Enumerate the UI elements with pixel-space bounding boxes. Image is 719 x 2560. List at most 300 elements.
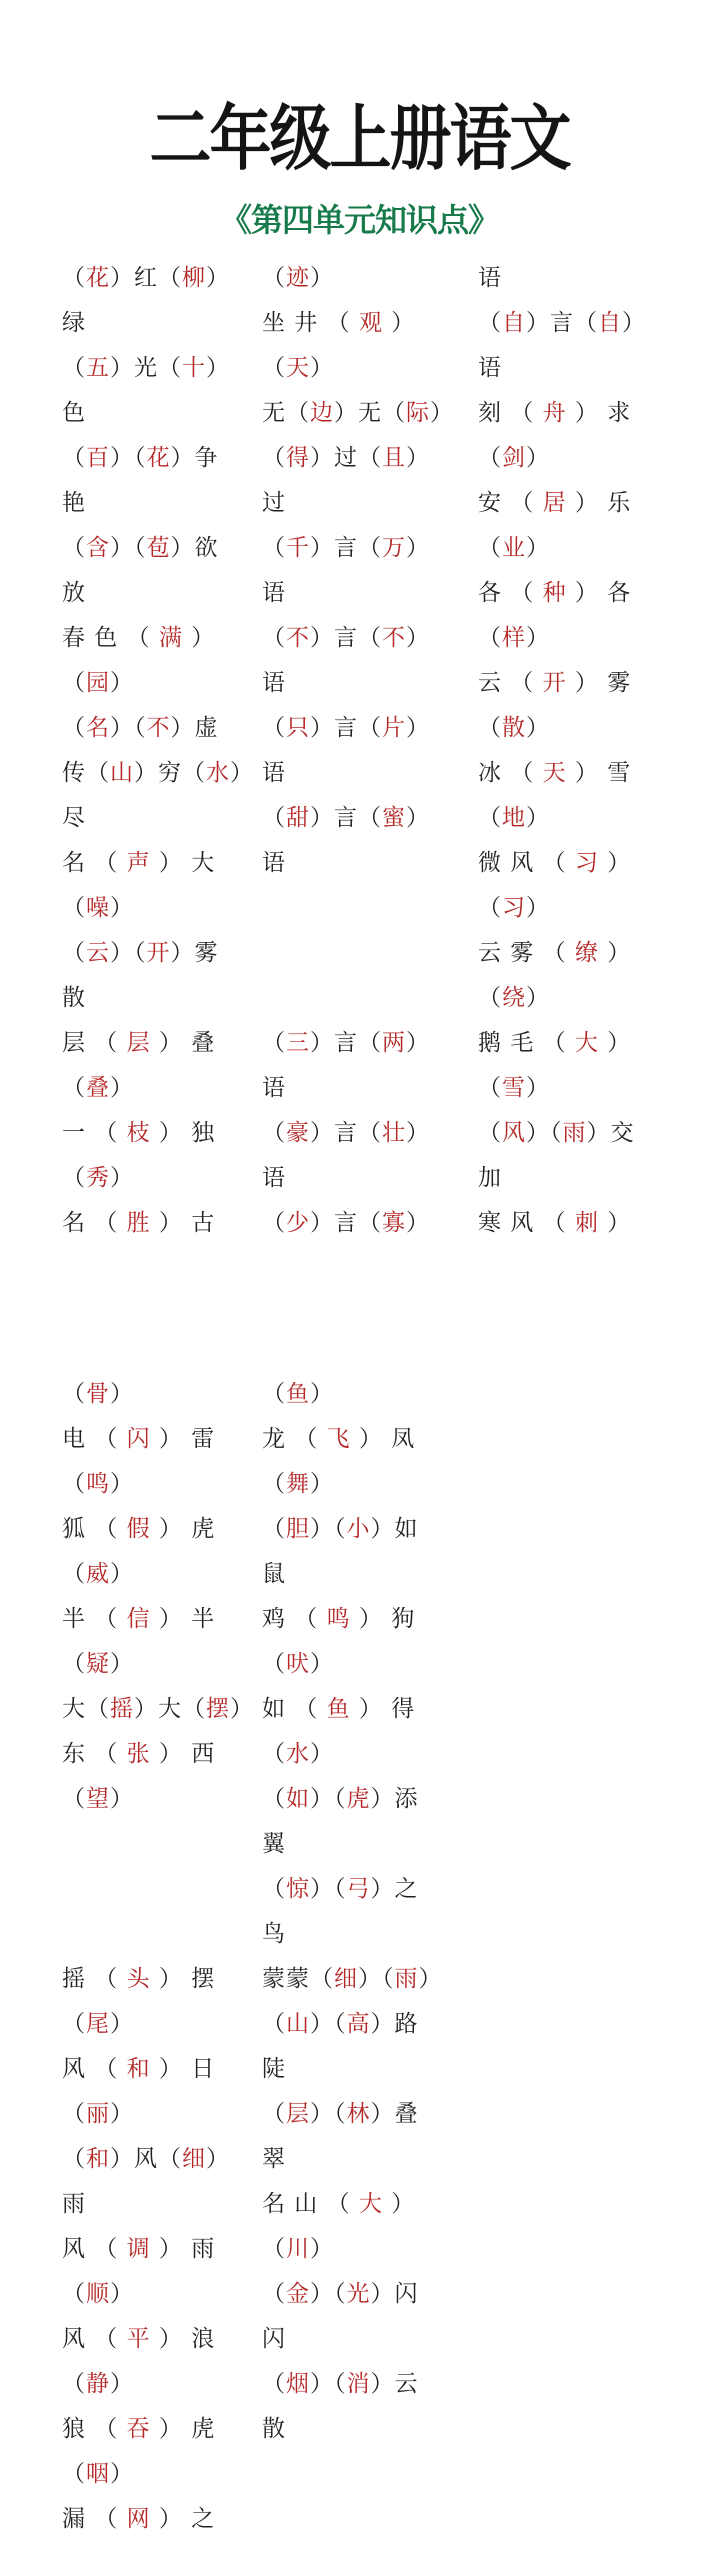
prompt-text: （ xyxy=(478,715,502,741)
prompt-text: ） 雪 xyxy=(566,760,632,786)
prompt-text: ） xyxy=(430,400,454,426)
answer-char: 林 xyxy=(346,2101,371,2127)
answer-char: 骨 xyxy=(86,1381,110,1407)
idiom-line xyxy=(478,391,631,435)
idiom-line xyxy=(262,2182,415,2226)
idiom-line xyxy=(262,796,430,840)
prompt-text: ） 凤 xyxy=(350,1426,416,1452)
answer-char: 万 xyxy=(382,535,406,561)
answer-char: 两 xyxy=(382,1030,406,1056)
prompt-text: ）（ xyxy=(110,715,147,741)
idiom-line xyxy=(62,346,230,390)
prompt-text: ）风（ xyxy=(110,2146,182,2172)
prompt-text: 语 xyxy=(262,670,286,696)
idiom-line xyxy=(62,841,215,885)
idiom-line xyxy=(478,841,631,885)
prompt-text: （ xyxy=(262,715,286,741)
idiom-line xyxy=(62,2272,134,2316)
prompt-text: 层 （ xyxy=(62,1030,127,1056)
prompt-text: （ xyxy=(262,1786,286,1812)
idiom-line xyxy=(62,1732,215,1776)
answer-char: 静 xyxy=(86,2371,110,2397)
prompt-text: ） xyxy=(230,1696,254,1722)
prompt-text: 语 xyxy=(262,1075,286,1101)
prompt-text: （ xyxy=(62,1651,86,1677)
answer-char: 含 xyxy=(86,535,110,561)
prompt-text: ） 叠 xyxy=(150,1030,216,1056)
idiom-line xyxy=(262,2137,286,2181)
prompt-text: ） xyxy=(206,355,230,381)
prompt-text: ） 日 xyxy=(150,2056,216,2082)
prompt-text: ） xyxy=(110,1471,134,1497)
idiom-line xyxy=(62,976,86,1020)
prompt-text: 散 xyxy=(262,2416,286,2442)
prompt-text: 雨 xyxy=(62,2191,86,2217)
answer-char: 三 xyxy=(286,1030,310,1056)
idiom-line xyxy=(62,2497,215,2541)
idiom-line xyxy=(478,616,550,660)
prompt-text: 过 xyxy=(262,490,286,516)
prompt-text: 色 xyxy=(62,400,86,426)
answer-char: 边 xyxy=(310,400,334,426)
prompt-text: ）言（ xyxy=(526,310,598,336)
prompt-text: ）（ xyxy=(310,1516,347,1542)
prompt-text: 漏 （ xyxy=(62,2506,127,2532)
answer-char: 十 xyxy=(182,355,206,381)
answer-char: 弓 xyxy=(346,1876,371,1902)
prompt-text: ） 乐 xyxy=(566,490,632,516)
answer-char: 得 xyxy=(286,445,310,471)
answer-char: 绕 xyxy=(502,985,526,1011)
prompt-text: （ xyxy=(262,1651,286,1677)
idiom-line xyxy=(262,1462,334,1506)
prompt-text: 电 （ xyxy=(62,1426,127,1452)
prompt-text: ） xyxy=(310,2236,334,2262)
prompt-text: （ xyxy=(62,895,86,921)
prompt-text: ） xyxy=(110,1075,134,1101)
prompt-text: ）过（ xyxy=(310,445,382,471)
prompt-text: ）无（ xyxy=(334,400,406,426)
prompt-text: ） 独 xyxy=(150,1120,216,1146)
prompt-text: ） xyxy=(526,445,550,471)
prompt-text: ）（ xyxy=(310,2281,347,2307)
prompt-text: ）红（ xyxy=(110,265,182,291)
prompt-text: ）（ xyxy=(310,1786,347,1812)
prompt-text: （ xyxy=(62,670,86,696)
idiom-line xyxy=(262,301,415,345)
answer-char: 刺 xyxy=(574,1210,599,1236)
answer-char: 观 xyxy=(358,310,383,336)
prompt-text: ）大（ xyxy=(134,1696,206,1722)
prompt-text: ） xyxy=(310,355,334,381)
prompt-text: ） 狗 xyxy=(350,1606,416,1632)
prompt-text: ） xyxy=(310,1741,334,1767)
prompt-text: （ xyxy=(478,985,502,1011)
prompt-text: （ xyxy=(478,805,502,831)
prompt-text: （ xyxy=(262,2371,286,2397)
idiom-line xyxy=(262,481,286,525)
answer-char: 迹 xyxy=(286,265,310,291)
prompt-text: ） xyxy=(110,2101,134,2127)
idiom-line xyxy=(478,571,631,615)
idiom-line xyxy=(262,1597,415,1641)
answer-char: 枝 xyxy=(126,1120,151,1146)
idiom-line xyxy=(62,661,134,705)
idiom-line xyxy=(62,2047,215,2091)
unit-subtitle: 《第四单元知识点》 xyxy=(219,201,499,239)
idiom-line xyxy=(262,706,430,750)
idiom-line xyxy=(62,1957,215,2001)
answer-char: 花 xyxy=(86,265,110,291)
idiom-line xyxy=(478,796,550,840)
prompt-text: ） xyxy=(310,265,334,291)
prompt-text: ）（ xyxy=(310,2371,347,2397)
idiom-line xyxy=(478,1201,631,1245)
idiom-line xyxy=(262,2272,419,2316)
prompt-text: ） 雾 xyxy=(566,670,632,696)
answer-char: 不 xyxy=(146,715,171,741)
prompt-text: 蒙蒙（ xyxy=(262,1966,334,1992)
answer-char: 丽 xyxy=(86,2101,110,2127)
idiom-line xyxy=(262,661,286,705)
answer-char: 不 xyxy=(286,625,310,651)
answer-char: 小 xyxy=(346,1516,371,1542)
answer-char: 业 xyxy=(502,535,526,561)
prompt-text: ）言（ xyxy=(310,805,382,831)
prompt-text: ） xyxy=(526,985,550,1011)
answer-char: 开 xyxy=(146,940,171,966)
prompt-text: ）言（ xyxy=(310,1210,382,1236)
prompt-text: ） 大 xyxy=(150,850,216,876)
idiom-line xyxy=(478,481,631,525)
prompt-text: 名 （ xyxy=(62,1210,127,1236)
idiom-line xyxy=(262,1912,286,1956)
prompt-text: ） xyxy=(310,1651,334,1677)
prompt-text: （ xyxy=(262,1381,286,1407)
idiom-line xyxy=(262,571,286,615)
prompt-text: 安 （ xyxy=(478,490,543,516)
prompt-text: 风 （ xyxy=(62,2326,127,2352)
prompt-text: （ xyxy=(62,1561,86,1587)
prompt-text: 翼 xyxy=(262,1831,286,1857)
prompt-text: ） xyxy=(110,1651,134,1677)
prompt-text: ）雾 xyxy=(170,940,219,966)
prompt-text: ） 得 xyxy=(350,1696,416,1722)
answer-char: 细 xyxy=(334,1966,358,1992)
prompt-text: 语 xyxy=(262,1165,286,1191)
prompt-text: ）（ xyxy=(110,535,147,561)
prompt-text: 鹅 毛 （ xyxy=(478,1030,575,1056)
prompt-text: ）之 xyxy=(370,1876,419,1902)
prompt-text: 名 山 （ xyxy=(262,2191,359,2217)
prompt-text: ） xyxy=(110,1165,134,1191)
prompt-text: ）添 xyxy=(370,1786,419,1812)
idiom-line xyxy=(262,1687,415,1731)
answer-char: 习 xyxy=(574,850,599,876)
answer-char: 和 xyxy=(86,2146,110,2172)
answer-char: 吠 xyxy=(286,1651,310,1677)
prompt-text: （ xyxy=(62,1381,86,1407)
idiom-line xyxy=(478,661,631,705)
prompt-text: 陡 xyxy=(262,2056,286,2082)
idiom-line xyxy=(62,526,219,570)
prompt-text: （ xyxy=(262,1876,286,1902)
prompt-text: ） xyxy=(406,1210,430,1236)
answer-char: 胜 xyxy=(126,1210,151,1236)
prompt-text: ）言（ xyxy=(310,1120,382,1146)
idiom-line xyxy=(62,1417,215,1461)
prompt-text: ） 雨 xyxy=(150,2236,216,2262)
prompt-text: ） xyxy=(526,625,550,651)
prompt-text: （ xyxy=(262,2236,286,2262)
idiom-line xyxy=(62,436,219,480)
answer-char: 园 xyxy=(86,670,110,696)
prompt-text: ） 西 xyxy=(150,1741,216,1767)
prompt-text: 半 （ xyxy=(62,1606,127,1632)
answer-char: 叠 xyxy=(86,1075,110,1101)
idiom-line xyxy=(62,2002,134,2046)
idiom-line xyxy=(478,1111,635,1155)
prompt-text: （ xyxy=(262,445,286,471)
idiom-line xyxy=(478,436,550,480)
answer-char: 少 xyxy=(286,1210,310,1236)
answer-char: 天 xyxy=(542,760,567,786)
idiom-line xyxy=(62,616,215,660)
prompt-text: ） xyxy=(526,1075,550,1101)
prompt-text: （ xyxy=(262,805,286,831)
idiom-line xyxy=(478,706,550,750)
answer-char: 水 xyxy=(286,1741,310,1767)
prompt-text: ） xyxy=(110,1786,134,1812)
answer-char: 自 xyxy=(598,310,622,336)
answer-char: 鱼 xyxy=(326,1696,351,1722)
prompt-text: （ xyxy=(62,2371,86,2397)
idiom-line xyxy=(62,1066,134,1110)
prompt-text: ）（ xyxy=(310,2011,347,2037)
idiom-line xyxy=(262,2317,286,2361)
prompt-text: （ xyxy=(262,2011,286,2037)
answer-char: 云 xyxy=(86,940,110,966)
idiom-line xyxy=(262,1372,334,1416)
answer-char: 川 xyxy=(286,2236,310,2262)
idiom-line xyxy=(262,1111,430,1155)
prompt-text: （ xyxy=(62,1165,86,1191)
answer-char: 风 xyxy=(502,1120,526,1146)
prompt-text: （ xyxy=(62,940,86,966)
prompt-text: （ xyxy=(262,265,286,291)
prompt-text: ） xyxy=(526,895,550,921)
prompt-text: ）（ xyxy=(110,940,147,966)
answer-char: 消 xyxy=(346,2371,371,2397)
prompt-text: ）（ xyxy=(358,1966,395,1992)
idiom-line xyxy=(262,2002,419,2046)
prompt-text: ） xyxy=(382,310,416,336)
idiom-line xyxy=(262,1732,334,1776)
prompt-text: （ xyxy=(62,2101,86,2127)
answer-char: 苞 xyxy=(146,535,171,561)
answer-char: 虎 xyxy=(346,1786,371,1812)
prompt-text: （ xyxy=(262,1030,286,1056)
prompt-text: （ xyxy=(62,1471,86,1497)
idiom-line xyxy=(62,301,86,345)
prompt-text: ） xyxy=(598,850,632,876)
answer-char: 且 xyxy=(382,445,406,471)
prompt-text: 鼠 xyxy=(262,1561,286,1587)
prompt-text: ） xyxy=(406,805,430,831)
prompt-text: ） xyxy=(110,670,134,696)
prompt-text: ） 之 xyxy=(150,2506,216,2532)
prompt-text: 名 （ xyxy=(62,850,127,876)
prompt-text: （ xyxy=(62,535,86,561)
answer-char: 际 xyxy=(406,400,430,426)
answer-char: 声 xyxy=(126,850,151,876)
prompt-text: （ xyxy=(62,2461,86,2487)
prompt-text: 坐 井 （ xyxy=(262,310,359,336)
prompt-text: （ xyxy=(478,1120,502,1146)
prompt-text: ） xyxy=(406,625,430,651)
idiom-line xyxy=(62,1462,134,1506)
idiom-line xyxy=(262,1957,443,2001)
idiom-line xyxy=(262,2407,286,2451)
prompt-text: ） 虎 xyxy=(150,1516,216,1542)
prompt-text: ） xyxy=(406,535,430,561)
answer-char: 水 xyxy=(206,760,230,786)
answer-char: 居 xyxy=(542,490,567,516)
prompt-text: （ xyxy=(478,895,502,921)
answer-char: 散 xyxy=(502,715,526,741)
prompt-text: 翠 xyxy=(262,2146,286,2172)
idiom-line xyxy=(262,2092,419,2136)
answer-char: 平 xyxy=(126,2326,151,2352)
prompt-text: ） xyxy=(418,1966,443,1992)
prompt-text: ） xyxy=(182,625,216,651)
idiom-line xyxy=(262,256,334,300)
idiom-line xyxy=(478,886,550,930)
prompt-text: 东 （ xyxy=(62,1741,127,1767)
idiom-line xyxy=(62,1642,134,1686)
prompt-text: ） 雷 xyxy=(150,1426,216,1452)
answer-char: 金 xyxy=(286,2281,310,2307)
prompt-text: ） xyxy=(310,1471,334,1497)
idiom-line xyxy=(262,1066,286,1110)
prompt-text: ） xyxy=(406,1030,430,1056)
prompt-text: 鸡 （ xyxy=(262,1606,327,1632)
answer-char: 百 xyxy=(86,445,110,471)
idiom-line xyxy=(262,1552,286,1596)
idiom-line xyxy=(478,976,550,1020)
prompt-text: （ xyxy=(62,715,86,741)
answer-char: 咽 xyxy=(86,2461,110,2487)
prompt-text: 鸟 xyxy=(262,1921,286,1947)
prompt-text: ）言（ xyxy=(310,1030,382,1056)
idiom-line xyxy=(478,526,550,570)
answer-char: 烟 xyxy=(286,2371,310,2397)
answer-char: 甜 xyxy=(286,805,310,831)
idiom-line xyxy=(478,346,502,390)
answer-char: 自 xyxy=(502,310,526,336)
prompt-text: （ xyxy=(478,535,502,561)
prompt-text: 摇 （ xyxy=(62,1966,127,1992)
prompt-text: （ xyxy=(262,1516,286,1542)
answer-char: 和 xyxy=(126,2056,151,2082)
idiom-line xyxy=(262,2227,334,2271)
answer-char: 名 xyxy=(86,715,110,741)
prompt-text: 春 色 （ xyxy=(62,625,159,651)
answer-char: 假 xyxy=(126,1516,151,1542)
idiom-line xyxy=(62,256,230,300)
idiom-line xyxy=(262,2362,419,2406)
prompt-text: ） 虎 xyxy=(150,2416,216,2442)
answer-char: 不 xyxy=(382,625,406,651)
idiom-line xyxy=(262,1021,430,1065)
prompt-text: （ xyxy=(62,1075,86,1101)
prompt-text: 语 xyxy=(478,265,502,291)
answer-char: 层 xyxy=(286,2101,310,2127)
idiom-line xyxy=(62,571,86,615)
prompt-text: 冰 （ xyxy=(478,760,543,786)
prompt-text: ）（ xyxy=(526,1120,563,1146)
idiom-line xyxy=(62,706,219,750)
prompt-text: ） xyxy=(526,715,550,741)
idiom-line xyxy=(62,886,134,930)
answer-char: 鸣 xyxy=(326,1606,351,1632)
idiom-line xyxy=(478,751,631,795)
answer-char: 闪 xyxy=(126,1426,151,1452)
prompt-text: ） xyxy=(406,715,430,741)
prompt-text: ） xyxy=(110,2281,134,2307)
idiom-line xyxy=(478,1066,550,1110)
prompt-text: （ xyxy=(62,2281,86,2307)
prompt-text: ） xyxy=(110,1561,134,1587)
prompt-text: ） xyxy=(598,1030,632,1056)
prompt-text: 如 （ xyxy=(262,1696,327,1722)
answer-char: 天 xyxy=(286,355,310,381)
answer-char: 鱼 xyxy=(286,1381,310,1407)
prompt-text: 放 xyxy=(62,580,86,606)
prompt-text: （ xyxy=(262,2281,286,2307)
prompt-text: ）（ xyxy=(110,445,147,471)
answer-char: 调 xyxy=(126,2236,151,2262)
idiom-line xyxy=(62,931,219,975)
answer-char: 层 xyxy=(126,1030,151,1056)
prompt-text: ） 浪 xyxy=(150,2326,216,2352)
prompt-text: ）穷（ xyxy=(134,760,206,786)
idiom-line xyxy=(62,751,254,795)
prompt-text: 寒 风 （ xyxy=(478,1210,575,1236)
idiom-line xyxy=(62,1777,134,1821)
prompt-text: 加 xyxy=(478,1165,502,1191)
idiom-line xyxy=(262,391,454,435)
prompt-text: ） xyxy=(526,535,550,561)
prompt-text: ）（ xyxy=(310,2101,347,2127)
answer-char: 疑 xyxy=(86,1651,110,1677)
answer-char: 缭 xyxy=(574,940,599,966)
answer-char: 秀 xyxy=(86,1165,110,1191)
idiom-line xyxy=(62,2362,134,2406)
answer-char: 如 xyxy=(286,1786,310,1812)
prompt-text: ） xyxy=(406,445,430,471)
answer-char: 顺 xyxy=(86,2281,110,2307)
answer-char: 满 xyxy=(158,625,183,651)
prompt-text: ）言（ xyxy=(310,535,382,561)
idiom-line xyxy=(262,436,430,480)
answer-char: 信 xyxy=(126,1606,151,1632)
idiom-line xyxy=(262,1642,334,1686)
prompt-text: ） xyxy=(110,2461,134,2487)
answer-char: 鸣 xyxy=(86,1471,110,1497)
prompt-text: （ xyxy=(62,265,86,291)
idiom-line xyxy=(262,1201,430,1245)
